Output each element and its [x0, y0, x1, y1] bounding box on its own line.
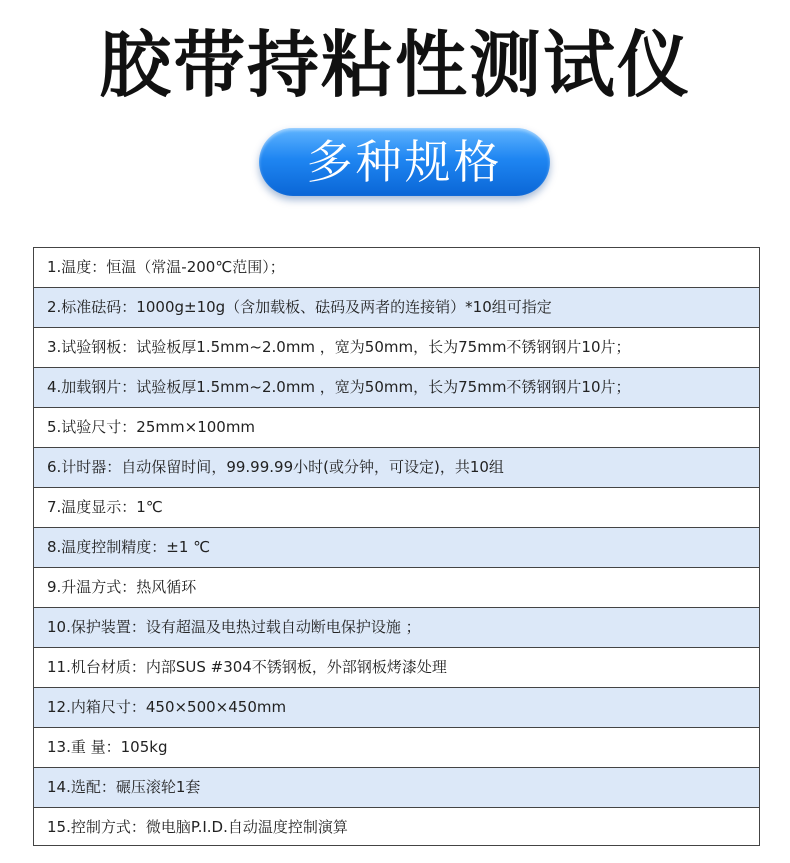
spec-row: 3.试验钢板：试验板厚1.5mm~2.0mm ，宽为50mm，长为75mm不锈钢钢片10片； [34, 328, 759, 368]
spec-row: 13.重 量：105kg [34, 728, 759, 768]
spec-row: 12.内箱尺寸：450×500×450mm [34, 688, 759, 728]
spec-row: 9.升温方式：热风循环 [34, 568, 759, 608]
spec-row: 1.温度：恒温（常温-200℃范围）； [34, 248, 759, 288]
spec-row: 6.计时器：自动保留时间，99.99.99小时(或分钟，可设定)，共10组 [34, 448, 759, 488]
spec-row: 10.保护装置：设有超温及电热过载自动断电保护设施 ； [34, 608, 759, 648]
page-title: 胶带持粘性测试仪 [98, 23, 691, 107]
spec-row: 2.标准砝码：1000g±10g（含加载板、砝码及两者的连接销）*10组可指定 [34, 288, 759, 328]
spec-row: 8.温度控制精度：±1 ℃ [34, 528, 759, 568]
spec-row: 4.加载钢片：试验板厚1.5mm~2.0mm ，宽为50mm，长为75mm不锈钢钢片10片； [34, 368, 759, 408]
spec-row: 11.机台材质：内部SUS #304不锈钢板，外部钢板烤漆处理 [34, 648, 759, 688]
spec-row: 7.温度显示：1℃ [34, 488, 759, 528]
specs-badge: 多种规格 [259, 128, 550, 196]
spec-row: 5.试验尺寸：25mm×100mm [34, 408, 759, 448]
spec-row: 15.控制方式：微电脑P.I.D.自动温度控制演算 [34, 808, 759, 846]
spec-table [33, 247, 760, 846]
spec-row: 14.选配：碾压滚轮1套 [34, 768, 759, 808]
